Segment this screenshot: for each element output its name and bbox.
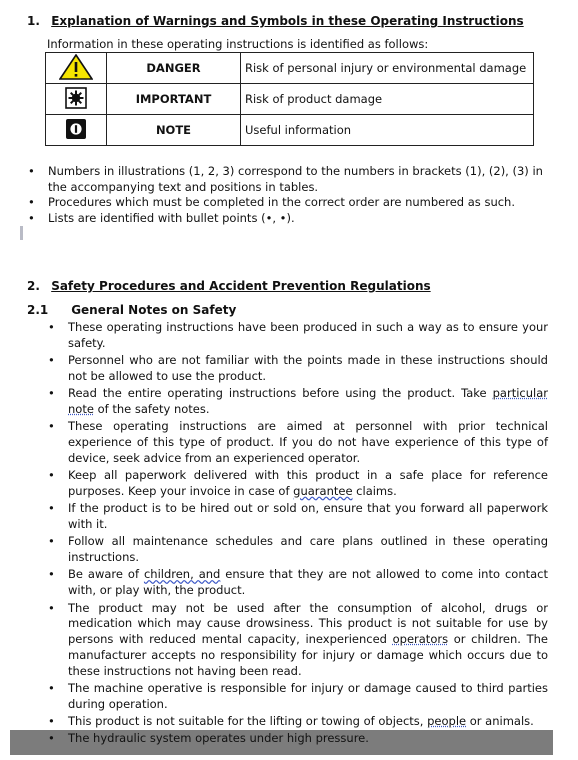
section-2-number: 2. (27, 279, 40, 293)
danger-label: DANGER (107, 53, 241, 84)
important-icon-cell (46, 84, 107, 115)
note-info-icon (65, 118, 87, 140)
important-label: IMPORTANT (107, 84, 241, 115)
safety-notes-list (48, 320, 548, 749)
bullet-text: Lists are identified with bullet points (•, •). (48, 211, 295, 225)
danger-description: Risk of personal injury or environmental damage (241, 53, 534, 84)
list-item: • Keep all paperwork delivered with this product in a safe place for reference purposes. Keep your invoice in case of guarantee claims. (48, 468, 548, 500)
section-1-heading (27, 14, 524, 28)
list-item: • These operating instructions are aimed at personnel with prior technical experience of this type of product. If you do not have experience of this type of device, seek advice from an experienced operator. (48, 419, 548, 466)
symbols-table (45, 52, 534, 146)
list-item: • Numbers in illustrations (1, 2, 3) correspond to the numbers in brackets (1), (2), (3) in the accompanying text and positions in tables. (28, 164, 548, 196)
bullet-text: Procedures which must be completed in the correct order are numbered as such. (48, 195, 515, 209)
subsection-2-1-heading (27, 303, 236, 317)
list-item: • Be aware of children, and ensure that they are not allowed to come into contact with, or play with, the product. (48, 567, 548, 599)
list-item: • If the product is to be hired out or sold on, ensure that you forward all paperwork with it. (48, 501, 548, 533)
important-gear-icon (65, 87, 87, 109)
table-row (46, 115, 534, 146)
warning-triangle-icon (59, 54, 93, 80)
list-item: • Personnel who are not familiar with the points made in these instructions should not be allowed to use the product. (48, 353, 548, 385)
table-row (46, 84, 534, 115)
note-icon-cell (46, 115, 107, 146)
list-item: • Follow all maintenance schedules and care plans outlined in these operating instructions. (48, 534, 548, 566)
list-item: • These operating instructions have been produced in such a way as to ensure your safety. (48, 320, 548, 352)
list-item: • The product may not be used after the consumption of alcohol, drugs or medication which may cause drowsiness. This product is not suitable for use by persons with reduced mental capacity, inexperienced operators or children. The manufacturer accepts no responsibility for injury or damage which occurs due to these instructions not having been read. (48, 601, 548, 680)
note-description: Useful information (241, 115, 534, 146)
danger-icon-cell (46, 53, 107, 84)
list-item: • Read the entire operating instructions before using the product. Take particular note of the safety notes. (48, 386, 548, 418)
section-1-title: Explanation of Warnings and Symbols in these Operating Instructions (51, 14, 524, 28)
text-cursor-marker (20, 226, 23, 240)
section-2-heading (27, 279, 431, 293)
bullet-text: Numbers in illustrations (1, 2, 3) correspond to the numbers in brackets (1), (2), (3) in the accompanying text and positions in tables. (48, 164, 543, 194)
list-item: • Lists are identified with bullet points (•, •). (28, 211, 548, 227)
subsection-number: 2.1 (27, 303, 49, 317)
list-item: • The machine operative is responsible for injury or damage caused to third parties during operation. (48, 681, 548, 713)
list-item: • The hydraulic system operates under high pressure. (48, 731, 548, 747)
list-item: • Procedures which must be completed in the correct order are numbered as such. (28, 195, 548, 211)
subsection-title: General Notes on Safety (71, 303, 237, 317)
note-label: NOTE (107, 115, 241, 146)
section-1-intro: Information in these operating instructions is identified as follows: (47, 37, 429, 51)
important-description: Risk of product damage (241, 84, 534, 115)
table-row (46, 53, 534, 84)
section-1-number: 1. (27, 14, 40, 28)
section-2-title: Safety Procedures and Accident Prevention Regulations (51, 279, 431, 293)
list-item: • This product is not suitable for the lifting or towing of objects, people or animals. (48, 714, 548, 730)
